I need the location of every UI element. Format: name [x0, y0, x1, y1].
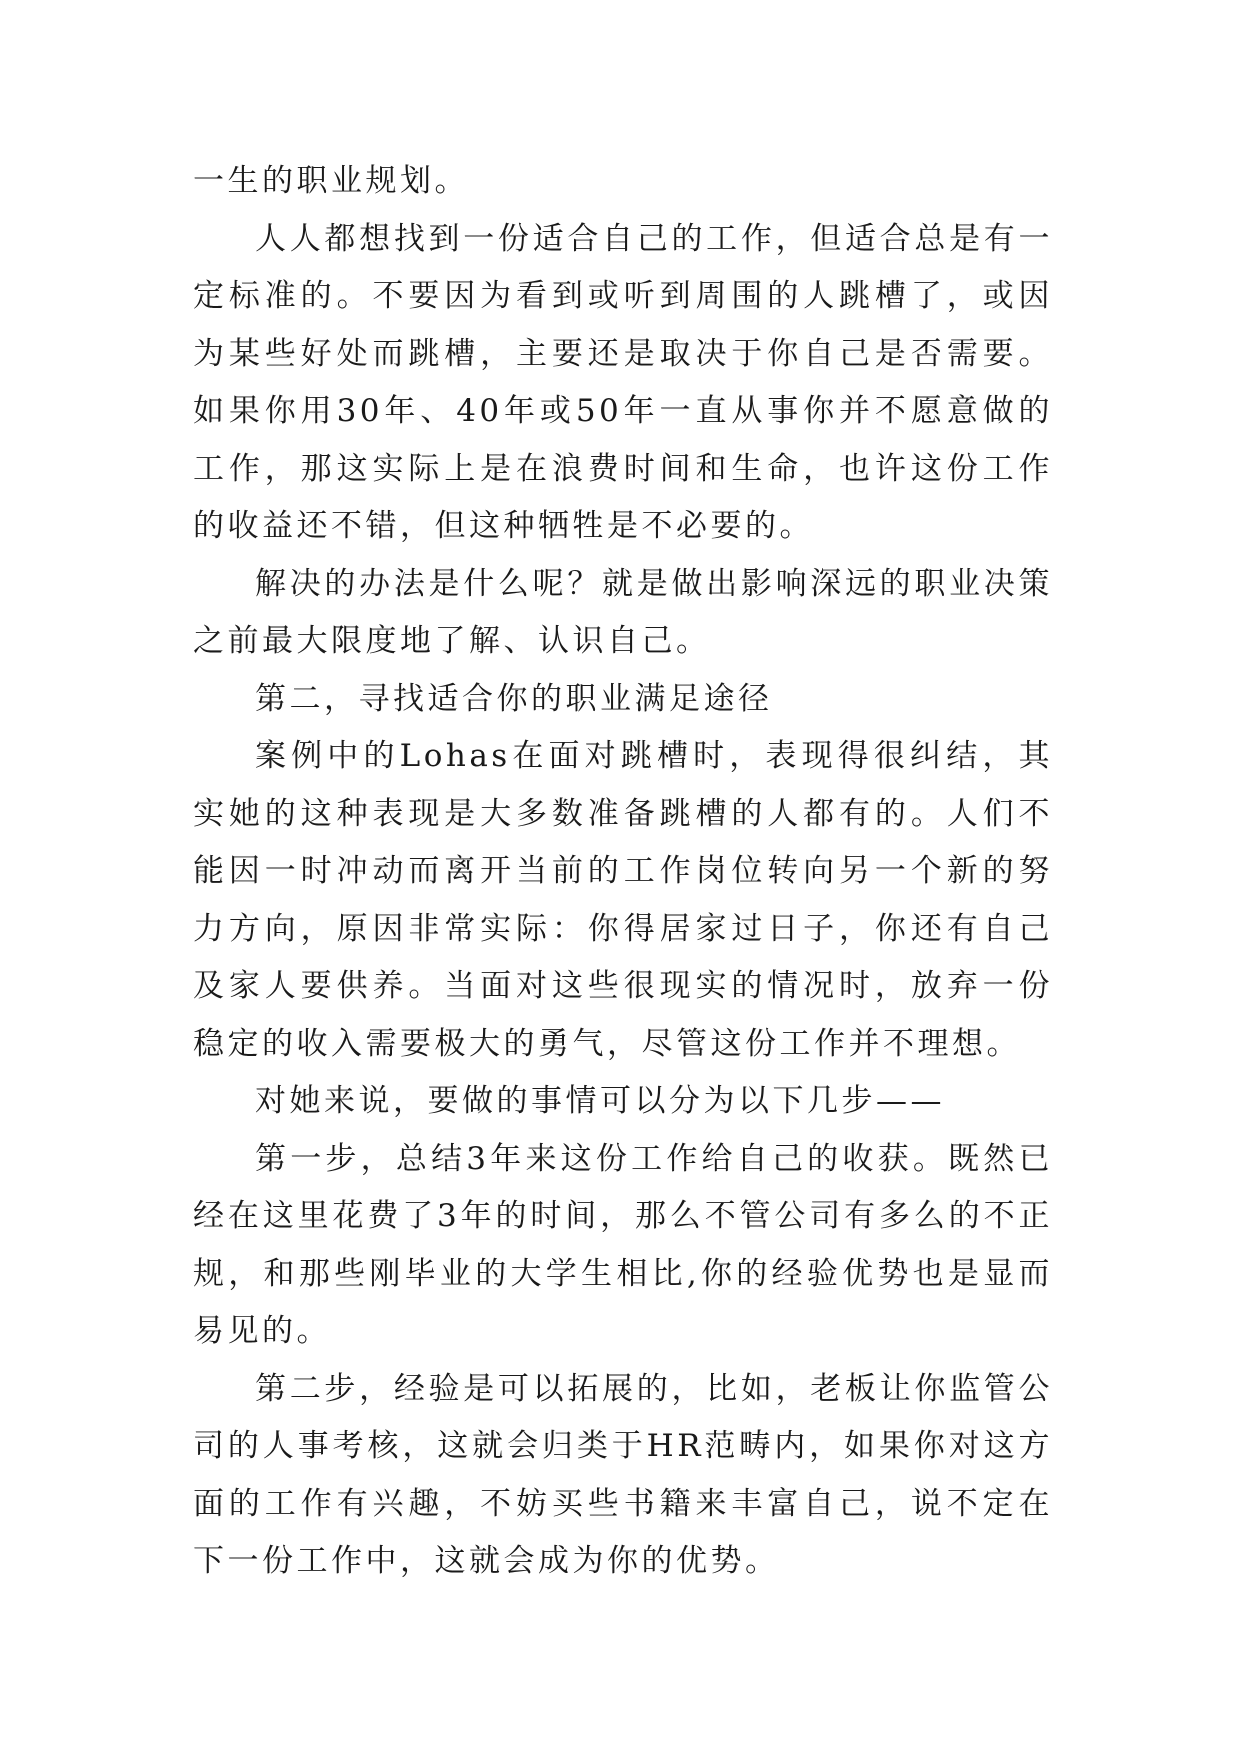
paragraph-continuation: 一生的职业规划。: [193, 163, 469, 199]
paragraph-step-two: 第二步，经验是可以拓展的，比如，老板让你监管公司的人事考核，这就会归类于HR范畴内，如果你对这方面的工作有兴趣，不妨买些书籍来丰富自己，说不定在下一份工作中，这就会成为你的优势。: [193, 1370, 1053, 1579]
body-text: [193, 153, 1053, 1591]
paragraph-suitable-work: 人人都想找到一份适合自己的工作，但适合总是有一定标准的。不要因为看到或听到周围的人跳槽了，或因为某些好处而跳槽，主要还是取决于你自己是否需要。如果你用30年、40年或50年一直从事你并不愿意做的工作，那这实际上是在浪费时间和生命，也许这份工作的收益还不错，但这种牺牲是不必要的。: [193, 220, 1053, 544]
paragraph-steps-intro: 对她来说，要做的事情可以分为以下几步——: [255, 1083, 945, 1119]
section-heading-second: 第二，寻找适合你的职业满足途径: [255, 680, 773, 717]
paragraph-step-one: 第一步，总结3年来这份工作给自己的收获。既然已经在这里花费了3年的时间，那么不管公司有多么的不正规，和那些刚毕业的大学生相比,你的经验优势也是显而易见的。: [193, 1140, 1053, 1349]
paragraph-solution: 解决的办法是什么呢？就是做出影响深远的职业决策之前最大限度地了解、认识自己。: [193, 565, 1053, 659]
paragraph-case-lohas: 案例中的Lohas在面对跳槽时，表现得很纠结，其实她的这种表现是大多数准备跳槽的人都有的。人们不能因一时冲动而离开当前的工作岗位转向另一个新的努力方向，原因非常实际：你得居家过日子，你还有自己及家人要供养。当面对这些很现实的情况时，放弃一份稳定的收入需要极大的勇气，尽管这份工作并不理想。: [193, 738, 1053, 1062]
